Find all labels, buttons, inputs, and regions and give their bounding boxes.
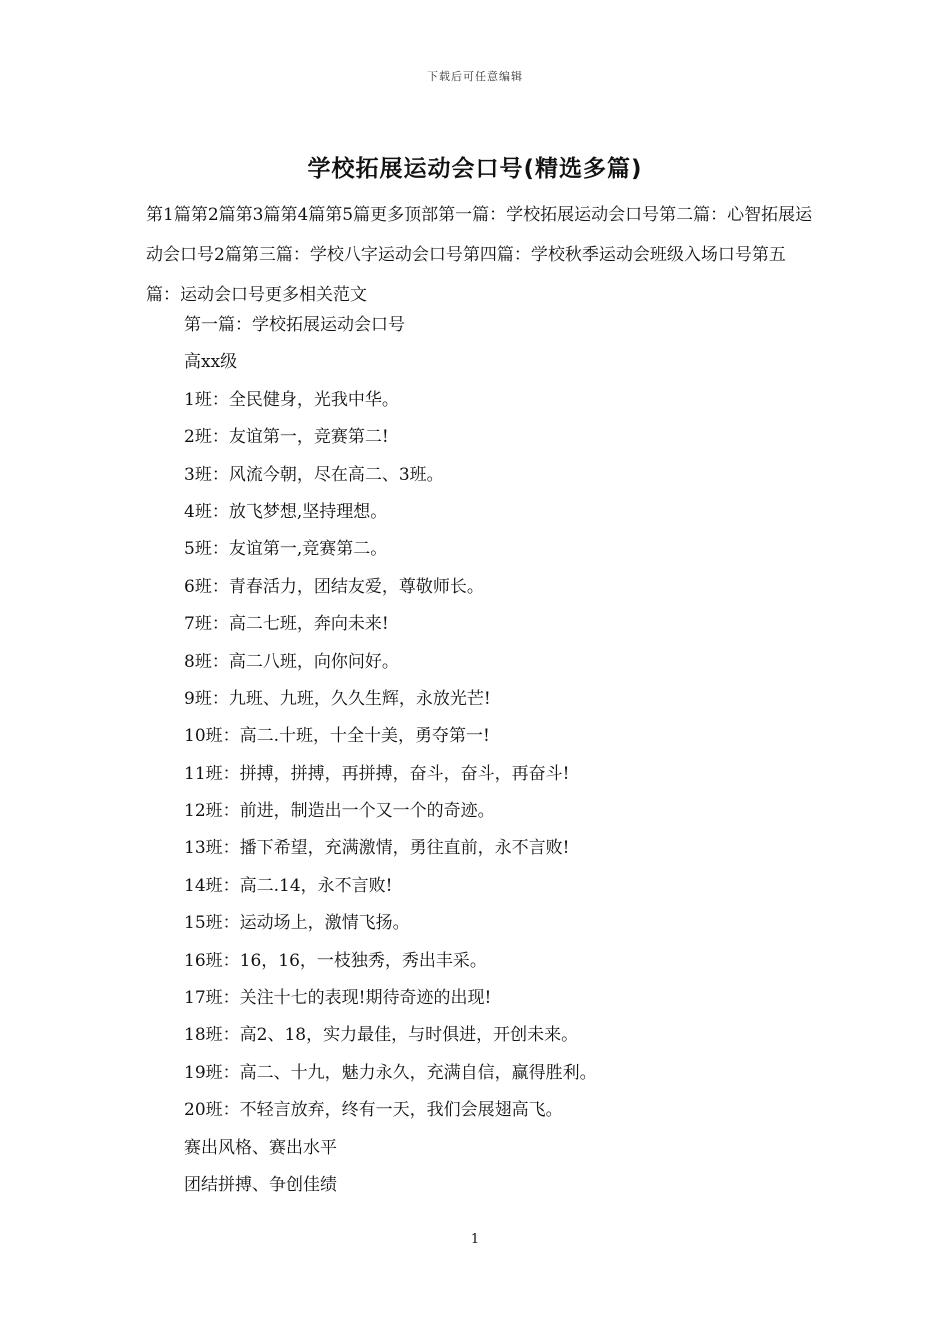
slogan-line: 10班：高二.十班，十全十美，勇夺第一! — [184, 726, 490, 747]
document-title: 学校拓展运动会口号(精选多篇) — [307, 156, 643, 182]
slogan-line: 8班：高二八班，向你问好。 — [184, 651, 399, 672]
slogan-line: 6班：青春活力，团结友爱，尊敬师长。 — [184, 576, 484, 597]
slogan-list — [184, 307, 597, 1204]
slogan-line: 7班：高二七班，奔向未来! — [184, 614, 389, 635]
slogan-line: 14班：高二.14，永不言败! — [184, 875, 393, 896]
slogan-line: 16班：16，16，一枝独秀，秀出丰采。 — [184, 950, 487, 971]
slogan-line: 20班：不轻言放弃，终有一天，我们会展翅高飞。 — [184, 1100, 563, 1121]
slogan-line: 11班：拼搏，拼搏，再拼搏，奋斗，奋斗，再奋斗! — [184, 763, 570, 784]
slogan-line: 13班：播下希望，充满激情，勇往直前，永不言败! — [184, 838, 570, 859]
slogan-line: 4班：放飞梦想,坚持理想。 — [184, 501, 388, 522]
slogan-line: 3班：风流今朝，尽在高二、3班。 — [184, 464, 444, 485]
slogan-line: 12班：前进，制造出一个又一个的奇迹。 — [184, 801, 495, 822]
slogan-line: 赛出风格、赛出水平 — [184, 1137, 337, 1158]
slogan-line: 19班：高二、十九，魅力永久，充满自信，赢得胜利。 — [184, 1062, 597, 1083]
slogan-line: 团结拼搏、争创佳绩 — [184, 1174, 337, 1195]
header-note: 下载后可任意编辑 — [427, 70, 523, 83]
section-heading: 第一篇：学校拓展运动会口号 — [184, 315, 405, 335]
slogan-line: 9班：九班、九班，久久生辉，永放光芒! — [184, 688, 491, 709]
slogan-line: 17班：关注十七的表现!期待奇迹的出现! — [184, 988, 492, 1009]
slogan-line: 2班：友谊第一，竞赛第二! — [184, 427, 389, 448]
slogan-line: 15班：运动场上，激情飞扬。 — [184, 913, 410, 934]
slogan-line: 5班：友谊第一,竞赛第二。 — [184, 539, 388, 560]
slogan-line: 18班：高2、18，实力最佳，与时俱进，开创未来。 — [184, 1025, 579, 1046]
slogan-line: 1班：全民健身，光我中华。 — [184, 389, 399, 410]
table-of-contents: 第1篇第2篇第3篇第4篇第5篇更多顶部第一篇：学校拓展运动会口号第二篇：心智拓展运动会口号2篇第三篇：学校八字运动会口号第四篇：学校秋季运动会班级入场口号第五篇：运动会口号更多相关范文 — [146, 205, 813, 305]
page-number: 1 — [470, 1232, 480, 1247]
grade-label: 高xx级 — [184, 352, 238, 373]
